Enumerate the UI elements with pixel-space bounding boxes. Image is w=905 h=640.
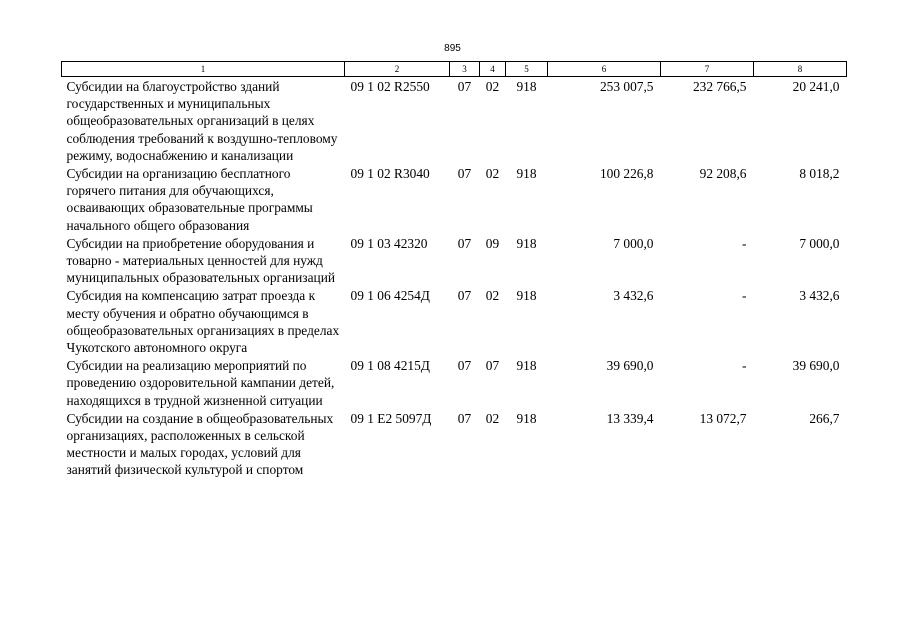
column-header-1: 1 [62,62,345,77]
row-section: 07 [457,166,472,182]
row-federal-amount: 92 208,6 [699,166,747,182]
row-section: 07 [457,358,472,374]
row-grbs-code: 918 [516,410,537,426]
page-number: 895 [444,43,461,54]
header-row [62,62,847,77]
row-regional-amount: 266,7 [809,410,840,426]
row-name: Субсидии на создание в общеобразовательных организациях, расположенных в сельской местности и малых городах, условий для занятий физической культурой и спортом [66,410,334,478]
row-target-article: 09 1 08 4215Д [350,358,430,374]
column-header-3: 3 [450,62,480,77]
budget-table [61,61,847,479]
row-subsection: 02 [485,288,500,304]
row-regional-amount: 39 690,0 [792,358,840,374]
row-regional-amount: 8 018,2 [799,166,840,182]
table-row [62,164,847,234]
column-header-7: 7 [661,62,754,77]
row-federal-amount: - [742,288,747,304]
row-grbs-code: 918 [516,79,537,94]
table-row [62,409,847,479]
row-total-amount: 3 432,6 [613,288,654,304]
row-subsection: 02 [485,79,500,94]
table-row [62,286,847,356]
row-grbs-code: 918 [516,288,537,304]
row-target-article: 09 1 02 R2550 [350,79,430,94]
column-header-6: 6 [548,62,661,77]
row-name: Субсидии на приобретение оборудования и товарно - материальных ценностей для нужд муниципальных образовательных организаций [66,235,336,286]
row-subsection: 09 [485,235,500,251]
row-grbs-code: 918 [516,166,537,182]
row-subsection: 07 [485,358,500,374]
row-federal-amount: - [742,358,747,374]
row-federal-amount: 232 766,5 [692,79,747,94]
row-name: Субсидии на реализацию мероприятий по проведению оздоровительной кампании детей, находящихся в трудной жизненной ситуации [66,358,335,408]
row-grbs-code: 918 [516,235,537,251]
row-name: Субсидия на компенсацию затрат проезда к месту обучения и обратно обучающимся в общеобразовательных организациях в пределах Чукотского автономного округа [66,288,340,356]
table-body [62,77,847,479]
row-total-amount: 39 690,0 [606,358,654,374]
column-header-2: 2 [345,62,450,77]
row-subsection: 02 [485,410,500,426]
row-name: Субсидии на благоустройство зданий государственных и муниципальных общеобразовательных организаций в целях соблюдения требований к воздушно-тепловому режиму, водоснабжению и канализации [66,79,338,163]
row-total-amount: 7 000,0 [613,235,654,251]
row-subsection: 02 [485,166,500,182]
row-section: 07 [457,79,472,94]
row-total-amount: 13 339,4 [606,410,654,426]
row-regional-amount: 3 432,6 [799,288,840,304]
row-target-article: 09 1 03 42320 [350,235,428,251]
row-total-amount: 100 226,8 [599,166,654,182]
row-total-amount: 253 007,5 [599,79,654,94]
row-grbs-code: 918 [516,358,537,374]
column-header-4: 4 [480,62,506,77]
row-target-article: 09 1 02 R3040 [350,166,430,182]
row-section: 07 [457,288,472,304]
row-section: 07 [457,235,472,251]
row-target-article: 09 1 E2 5097Д [350,410,432,426]
row-section: 07 [457,410,472,426]
row-federal-amount: 13 072,7 [699,410,747,426]
row-regional-amount: 7 000,0 [799,235,840,251]
row-federal-amount: - [742,235,747,251]
table-row [62,77,847,165]
table-row [62,356,847,409]
row-name: Субсидии на организацию бесплатного горячего питания для обучающихся, осваивающих образовательные программы начального общего образования [66,166,313,233]
column-header-5: 5 [506,62,548,77]
table-row [62,234,847,287]
column-header-8: 8 [754,62,847,77]
row-target-article: 09 1 06 4254Д [350,288,430,304]
row-regional-amount: 20 241,0 [792,79,840,94]
